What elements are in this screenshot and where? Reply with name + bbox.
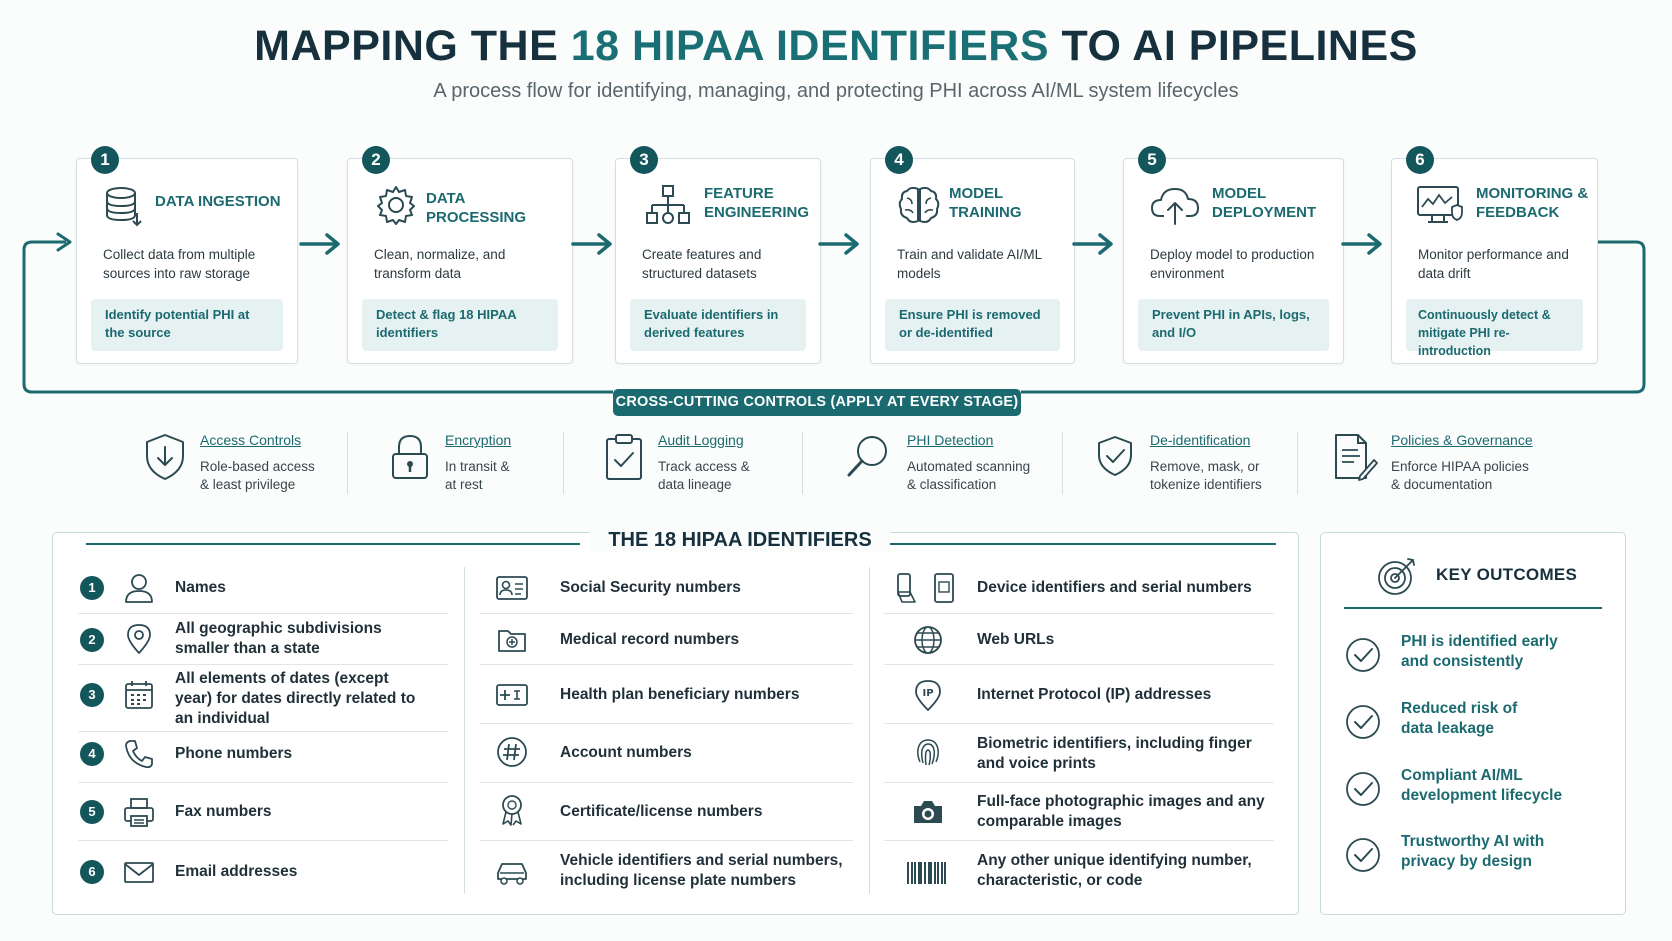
row-divider [480, 613, 853, 614]
heading-rule [86, 543, 580, 545]
outcome-item [1344, 766, 1614, 816]
stage-description: Train and validate AI/ML models [897, 247, 1042, 281]
row-divider [884, 613, 1274, 614]
row-divider [78, 731, 448, 732]
identifier-text: Phone numbers [175, 745, 293, 762]
control-description [445, 458, 510, 494]
outcome-text: PHI is identified early and consistently [1401, 633, 1558, 670]
control-desc-line: & least privilege [200, 477, 296, 492]
control-title: Access Controls [200, 432, 302, 448]
identifier-text: All elements of dates (except year) for dates directly related to an individual [175, 670, 416, 727]
identifier-text: Email addresses [175, 863, 298, 880]
stage-data-processing [347, 150, 573, 364]
identifier-number: 5 [80, 800, 104, 824]
row-divider [480, 723, 853, 724]
clipboard-check-icon [602, 432, 648, 482]
cloud-upload-icon [1150, 183, 1200, 227]
identifier-text: All geographic subdivisions smaller than a state [175, 620, 382, 657]
ip-pin-icon [911, 678, 945, 712]
control-description [907, 458, 1030, 494]
identifier-text: Social Security numbers [560, 579, 741, 596]
control-desc-line: data lineage [658, 477, 732, 492]
control-policies-governance [1332, 432, 1572, 498]
check-circle-icon [1344, 636, 1382, 674]
outcome-text: Reduced risk of data leakage [1401, 700, 1518, 737]
title-part: TO AI PIPELINES [1049, 22, 1418, 70]
outcome-item [1344, 832, 1614, 882]
stage-highlight: Ensure PHI is removed or de-identified [885, 299, 1060, 351]
identifier-text: Certificate/license numbers [560, 803, 763, 820]
divider [347, 432, 348, 494]
stage-title: DATA PROCESSING [426, 190, 527, 226]
padlock-icon [387, 432, 433, 482]
outcome-text: Compliant AI/ML development lifecycle [1401, 767, 1563, 804]
stage-monitoring-feedback [1391, 150, 1598, 364]
shield-check-icon [142, 432, 188, 482]
control-desc-line: Automated scanning [907, 459, 1031, 474]
person-icon [122, 571, 156, 605]
control-desc-line: & documentation [1391, 477, 1493, 492]
stage-title: FEATURE ENGINEERING [704, 185, 810, 221]
page-subtitle: A process flow for identifying, managing, and protecting PHI across AI/ML system lifecycles [433, 80, 1239, 102]
identifier-text: Vehicle identifiers and serial numbers, including license plate numbers [560, 852, 843, 889]
stage-highlight: Evaluate identifiers in derived features [630, 299, 806, 351]
row-divider [884, 723, 1274, 724]
database-icon [103, 183, 147, 227]
stage-number: 2 [362, 146, 390, 174]
identifier-number: 6 [80, 860, 104, 884]
control-desc-line: Enforce HIPAA policies [1391, 459, 1529, 474]
target-icon [1376, 555, 1418, 597]
control-audit-logging [602, 432, 792, 498]
divider [563, 432, 564, 494]
stage-number: 6 [1406, 146, 1434, 174]
control-description [200, 458, 315, 494]
identifier-text: Health plan beneficiary numbers [560, 686, 800, 703]
identifier-text: Device identifiers and serial numbers [977, 579, 1252, 596]
arrow-right-icon [1072, 230, 1116, 258]
camera-icon [911, 795, 945, 829]
control-title: De-identification [1150, 432, 1251, 448]
title-accent: 18 HIPAA IDENTIFIERS [570, 22, 1050, 70]
key-outcomes-title: KEY OUTCOMES [1436, 565, 1578, 584]
identifier-text: Web URLs [977, 631, 1055, 648]
stage-number: 5 [1138, 146, 1166, 174]
document-pen-icon [1332, 432, 1378, 482]
row-divider [78, 664, 448, 665]
stage-model-training [870, 150, 1075, 364]
magnifier-icon [845, 432, 891, 482]
control-desc-line: Track access & [658, 459, 750, 474]
stage-feature-engineering [615, 150, 821, 364]
identifier-text: Full-face photographic images and any comparable images [977, 793, 1265, 830]
identifier-number: 3 [80, 683, 104, 707]
fingerprint-icon [911, 735, 945, 769]
stage-highlight: Prevent PHI in APIs, logs, and I/O [1138, 299, 1329, 351]
control-access-controls [142, 432, 362, 498]
award-ribbon-icon [495, 793, 529, 827]
row-divider [884, 664, 1274, 665]
arrow-right-icon [818, 230, 862, 258]
heading-rule [1344, 607, 1602, 609]
arrow-right-icon [299, 230, 343, 258]
identifier-text: Biometric identifiers, including finger and voice prints [977, 735, 1252, 772]
stage-highlight: Detect & flag 18 HIPAA identifiers [362, 299, 558, 351]
row-divider [884, 782, 1274, 783]
stage-title: DATA INGESTION [155, 193, 281, 210]
title-part: MAPPING THE [254, 22, 571, 70]
identifier-number: 2 [80, 628, 104, 652]
map-pin-icon [122, 622, 156, 656]
divider [1062, 432, 1063, 494]
identifier-text: Any other unique identifying number, characteristic, or code [977, 852, 1252, 889]
hierarchy-icon [644, 183, 692, 227]
check-circle-icon [1344, 703, 1382, 741]
car-icon [495, 856, 529, 890]
row-divider [78, 840, 448, 841]
control-phi-detection [845, 432, 1045, 498]
stage-description: Collect data from multiple sources into raw storage [103, 247, 256, 281]
stage-description: Clean, normalize, and transform data [374, 247, 506, 281]
divider [802, 432, 803, 494]
fax-icon [122, 795, 156, 829]
key-outcomes-header [1376, 555, 1616, 599]
identifier-text: Fax numbers [175, 803, 272, 820]
identifier-text: Internet Protocol (IP) addresses [977, 686, 1212, 703]
stage-number: 1 [91, 146, 119, 174]
monitor-chart-icon [1416, 183, 1464, 227]
medical-folder-icon [495, 623, 529, 657]
cross-cutting-controls-badge: CROSS-CUTTING CONTROLS (APPLY AT EVERY STAGE) [613, 389, 1021, 416]
identifiers-title: THE 18 HIPAA IDENTIFIERS [590, 529, 890, 552]
row-divider [78, 782, 448, 783]
outcome-item [1344, 632, 1614, 682]
stage-description: Deploy model to production environment [1150, 247, 1315, 281]
row-divider [480, 664, 853, 665]
outcome-item [1344, 699, 1614, 749]
outcome-text: Trustworthy AI with privacy by design [1401, 833, 1545, 870]
globe-icon [911, 623, 945, 657]
control-desc-line: Role-based access [200, 459, 315, 474]
id-card-icon [495, 571, 529, 605]
identifier-text: Account numbers [560, 744, 692, 761]
check-circle-icon [1344, 836, 1382, 874]
gear-icon [374, 183, 418, 227]
control-title: Encryption [445, 432, 512, 448]
identifier-number: 1 [80, 576, 104, 600]
column-divider [869, 567, 870, 894]
column-divider [464, 567, 465, 894]
control-title: PHI Detection [907, 432, 994, 448]
stage-data-ingestion [76, 150, 298, 364]
hash-icon [495, 735, 529, 769]
arrow-right-icon [1341, 230, 1385, 258]
stage-title: MODEL TRAINING [949, 185, 1022, 221]
identifier-number: 4 [80, 742, 104, 766]
heading-rule [890, 543, 1276, 545]
control-desc-line: Remove, mask, or [1150, 459, 1260, 474]
stage-highlight: Identify potential PHI at the source [91, 299, 283, 351]
row-divider [78, 613, 448, 614]
stage-number: 4 [885, 146, 913, 174]
control-encryption [387, 432, 557, 498]
row-divider [480, 840, 853, 841]
page-title [0, 22, 1672, 71]
stage-model-deployment [1123, 150, 1344, 364]
check-circle-icon [1344, 770, 1382, 808]
identifier-text: Medical record numbers [560, 631, 740, 648]
stage-number: 3 [630, 146, 658, 174]
control-de-identification [1094, 432, 1294, 498]
svg-text:IP: IP [922, 688, 934, 699]
barcode-icon [905, 856, 949, 890]
control-description [1150, 458, 1262, 494]
brain-icon [897, 183, 941, 227]
stage-description: Create features and structured datasets [642, 247, 762, 281]
arrow-right-icon [571, 230, 615, 258]
devices-icon [895, 571, 957, 605]
stage-title: MODEL DEPLOYMENT [1212, 185, 1317, 221]
identifier-text: Names [175, 579, 226, 596]
control-title: Policies & Governance [1391, 432, 1533, 448]
control-title: Audit Logging [658, 432, 744, 448]
envelope-icon [122, 855, 156, 889]
stage-title: MONITORING & FEEDBACK [1476, 185, 1589, 221]
control-desc-line: & classification [907, 477, 997, 492]
shield-check-icon [1094, 432, 1140, 482]
health-card-icon [495, 678, 529, 712]
stage-description: Monitor performance and data drift [1418, 247, 1569, 281]
phone-icon [122, 737, 156, 771]
calendar-icon [122, 678, 156, 712]
control-desc-line: at rest [445, 477, 483, 492]
control-description [658, 458, 750, 494]
row-divider [480, 782, 853, 783]
control-desc-line: tokenize identifiers [1150, 477, 1262, 492]
control-desc-line: In transit & [445, 459, 510, 474]
control-description [1391, 458, 1529, 494]
row-divider [884, 840, 1274, 841]
divider [1297, 432, 1298, 494]
stage-highlight: Continuously detect & mitigate PHI re-introduction [1406, 299, 1583, 351]
